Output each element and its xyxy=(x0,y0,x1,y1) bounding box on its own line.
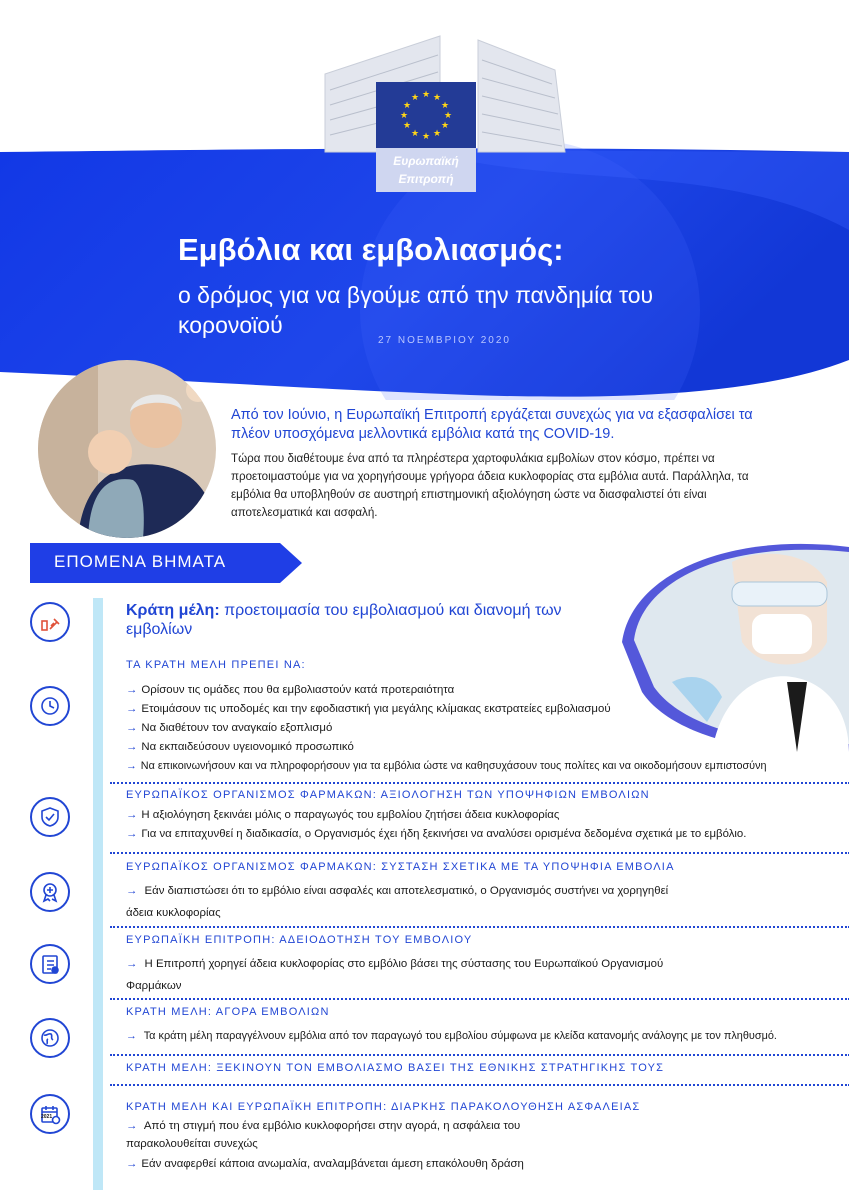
section-title: ΕΥΡΩΠΑΪΚΗ ΕΠΙΤΡΟΠΗ: ΑΔΕΙΟΔΟΤΗΣΗ ΤΟΥ ΕΜΒΟΛΙΟΥ xyxy=(126,934,473,946)
calendar-year-label: 2021 xyxy=(41,1114,53,1120)
list-item-text: Για να επιταχυνθεί η διαδικασία, ο Οργανισμός έχει ήδη ξεκινήσει να αναλύσει ορισμένα δεδομένα σχετικά με το εμβόλιο. xyxy=(141,828,747,840)
grandfather-child-photo xyxy=(38,360,216,538)
member-states-heading xyxy=(126,601,596,639)
intro-lead-text: Από τον Ιούνιο, η Ευρωπαϊκή Επιτροπή εργάζεται συνεχώς για να εξασφαλίσει τα πλέον υποσχόμενα μελλοντικά εμβόλια κατά της COVID-19. xyxy=(231,407,753,442)
clipboard-authorisation-icon xyxy=(30,944,70,984)
svg-text:★: ★ xyxy=(440,121,450,131)
section-divider xyxy=(110,1084,849,1086)
arrow-icon: → xyxy=(126,885,138,897)
svg-text:★: ★ xyxy=(421,132,431,142)
eu-stars-icon xyxy=(376,82,476,148)
list-item-text: Να εκπαιδεύσουν υγειονομικό προσωπικό xyxy=(141,741,354,753)
publication-date: 27 ΝΟΕΜΒΡΙΟΥ 2020 xyxy=(378,335,511,346)
timeline-bar xyxy=(93,598,103,1190)
svg-text:★: ★ xyxy=(443,111,453,121)
list-item xyxy=(126,809,559,821)
arrow-icon: → xyxy=(126,703,138,715)
section-title: ΕΥΡΩΠΑΪΚΟΣ ΟΡΓΑΝΙΣΜΟΣ ΦΑΡΜΑΚΩΝ: ΑΞΙΟΛΟΓΗΣΗ ΤΩΝ ΥΠΟΨΗΦΙΩΝ ΕΜΒΟΛΙΩΝ xyxy=(126,789,650,801)
svg-text:★: ★ xyxy=(410,93,420,103)
svg-text:★: ★ xyxy=(402,121,412,131)
list-item xyxy=(126,828,746,840)
svg-text:★: ★ xyxy=(432,129,442,139)
member-states-heading-rest: προετοιμασία του εμβολιασμού και διανομή των εμβολίων xyxy=(126,602,562,638)
arrow-icon: → xyxy=(126,958,138,970)
page-subtitle: ο δρόμος για να βγούμε από την πανδημία του κορονοϊού xyxy=(178,282,654,338)
list-item xyxy=(126,703,611,715)
section-divider xyxy=(110,998,849,1000)
list-item xyxy=(126,741,354,753)
shield-check-icon xyxy=(30,797,70,837)
svg-text:★: ★ xyxy=(410,129,420,139)
calendar-icon xyxy=(30,1094,70,1134)
arrow-icon: → xyxy=(126,828,138,840)
svg-text:★: ★ xyxy=(421,90,431,100)
section-title: ΚΡΑΤΗ ΜΕΛΗ ΚΑΙ ΕΥΡΩΠΑΪΚΗ ΕΠΙΤΡΟΠΗ: ΔΙΑΡΚΗΣ ΠΑΡΑΚΟΛΟΥΘΗΣΗ ΑΣΦΑΛΕΙΑΣ xyxy=(126,1101,641,1113)
arrow-icon: → xyxy=(126,684,138,696)
section-title: ΤΑ ΚΡΑΤΗ ΜΕΛΗ ΠΡΕΠΕΙ ΝΑ: xyxy=(126,659,306,671)
list-item-text: Τα κράτη μέλη παραγγέλνουν εμβόλια από τον παραγωγό του εμβολίου σύμφωνα με κλείδα κατανομής ανάλογης με τον πληθυσμό. xyxy=(140,1030,777,1042)
section-divider xyxy=(110,852,849,854)
arrow-icon: → xyxy=(126,1030,137,1042)
svg-text:★: ★ xyxy=(440,101,450,111)
list-item xyxy=(126,958,663,970)
svg-text:★: ★ xyxy=(432,93,442,103)
arrow-icon: → xyxy=(126,722,138,734)
page-title: Εμβόλια και εμβολιασμός: xyxy=(178,232,564,267)
arrow-icon: → xyxy=(126,760,137,772)
member-states-heading-bold: Κράτη μέλη: xyxy=(126,602,220,619)
list-item-text: Ετοιμάσουν τις υποδομές και την εφοδιαστική για μεγάλης κλίμακας εκστρατείες εμβολιασμού xyxy=(141,703,611,715)
lab-scientist-photo xyxy=(612,522,849,752)
list-item xyxy=(126,885,668,897)
list-item-text: Η Επιτροπή χορηγεί άδεια κυκλοφορίας στο εμβόλιο βάσει της σύστασης του Ευρωπαϊκού Οργανισμού xyxy=(141,958,664,970)
list-item-text: Εάν διαπιστώσει ότι το εμβόλιο είναι ασφαλές και αποτελεσματικό, ο Οργανισμός συστήνει να χορηγηθεί xyxy=(141,885,669,897)
list-item xyxy=(126,722,332,734)
logo-line-2: Επιτροπή xyxy=(398,172,454,186)
arrow-icon: → xyxy=(126,1120,138,1132)
section-divider xyxy=(110,926,849,928)
medal-recommendation-icon xyxy=(30,872,70,912)
list-item xyxy=(126,684,454,696)
list-item-continuation: παρακολουθείται συνεχώς xyxy=(126,1138,258,1150)
globe-icon xyxy=(30,1018,70,1058)
list-item-text: Να επικοινωνήσουν και να πληροφορήσουν για τα εμβόλια ώστε να καθησυχάσουν τους πολίτες και να οικοδομήσουν εμπιστοσύνη xyxy=(140,760,767,772)
list-item-text: Ορίσουν τις ομάδες που θα εμβολιαστούν κατά προτεραιότητα xyxy=(141,684,455,696)
arrow-icon: → xyxy=(126,809,138,821)
list-item-text: Να διαθέτουν τον αναγκαίο εξοπλισμό xyxy=(141,722,333,734)
list-item xyxy=(126,760,766,772)
list-item xyxy=(126,1158,524,1170)
list-item-continuation: Φαρμάκων xyxy=(126,980,182,992)
list-item-text: Εάν αναφερθεί κάποια ανωμαλία, αναλαμβάνεται άμεση επακόλουθη δράση xyxy=(141,1158,524,1170)
logistics-clock-icon xyxy=(30,686,70,726)
list-item xyxy=(126,1120,520,1132)
section-title: ΚΡΑΤΗ ΜΕΛΗ: ΞΕΚΙΝΟΥΝ ΤΟΝ ΕΜΒΟΛΙΑΣΜΟ ΒΑΣΕΙ ΤΗΣ ΕΘΝΙΚΗΣ ΣΤΡΑΤΗΓΙΚΗΣ ΤΟΥΣ xyxy=(126,1062,665,1074)
section-title: ΕΥΡΩΠΑΪΚΟΣ ΟΡΓΑΝΙΣΜΟΣ ΦΑΡΜΑΚΩΝ: ΣΥΣΤΑΣΗ ΣΧΕΤΙΚΑ ΜΕ ΤΑ ΥΠΟΨΗΦΙΑ ΕΜΒΟΛΙΑ xyxy=(126,861,675,873)
list-item-text: Από τη στιγμή που ένα εμβόλιο κυκλοφορήσει στην αγορά, η ασφάλεια του xyxy=(141,1120,521,1132)
svg-text:★: ★ xyxy=(402,101,412,111)
section-title: ΚΡΑΤΗ ΜΕΛΗ: ΑΓΟΡΑ ΕΜΒΟΛΙΩΝ xyxy=(126,1006,330,1018)
next-steps-label: ΕΠΟΜΕΝΑ ΒΗΜΑΤΑ xyxy=(54,552,227,571)
list-item-text: Η αξιολόγηση ξεκινάει μόλις ο παραγωγός του εμβολίου ζητήσει άδεια κυκλοφορίας xyxy=(141,809,560,821)
arrow-icon: → xyxy=(126,1158,138,1170)
section-divider xyxy=(110,782,849,784)
svg-text:★: ★ xyxy=(399,111,409,121)
list-item-continuation: άδεια κυκλοφορίας xyxy=(126,907,221,919)
logo-line-1: Ευρωπαϊκή xyxy=(393,154,459,168)
vaccine-syringe-icon xyxy=(30,602,70,642)
eu-flag xyxy=(376,82,476,148)
intro-body-text: Τώρα που διαθέτουμε ένα από τα πληρέστερα χαρτοφυλάκια εμβολίων στον κόσμο, πρέπει να προετοιμαστούμε για να χορηγήσουμε γρήγορα άδεια κυκλοφορίας στα εμβόλια αυτά. Παράλληλα, τα εμβόλια θα υποβληθούν σε αυστηρή επιστημονική αξιολόγηση ώστε να διασφαλιστεί ότι είναι αποτελεσματικά και ασφαλή. xyxy=(231,452,749,519)
arrow-icon: → xyxy=(126,741,138,753)
list-item xyxy=(126,1030,777,1042)
section-divider xyxy=(110,1054,849,1056)
